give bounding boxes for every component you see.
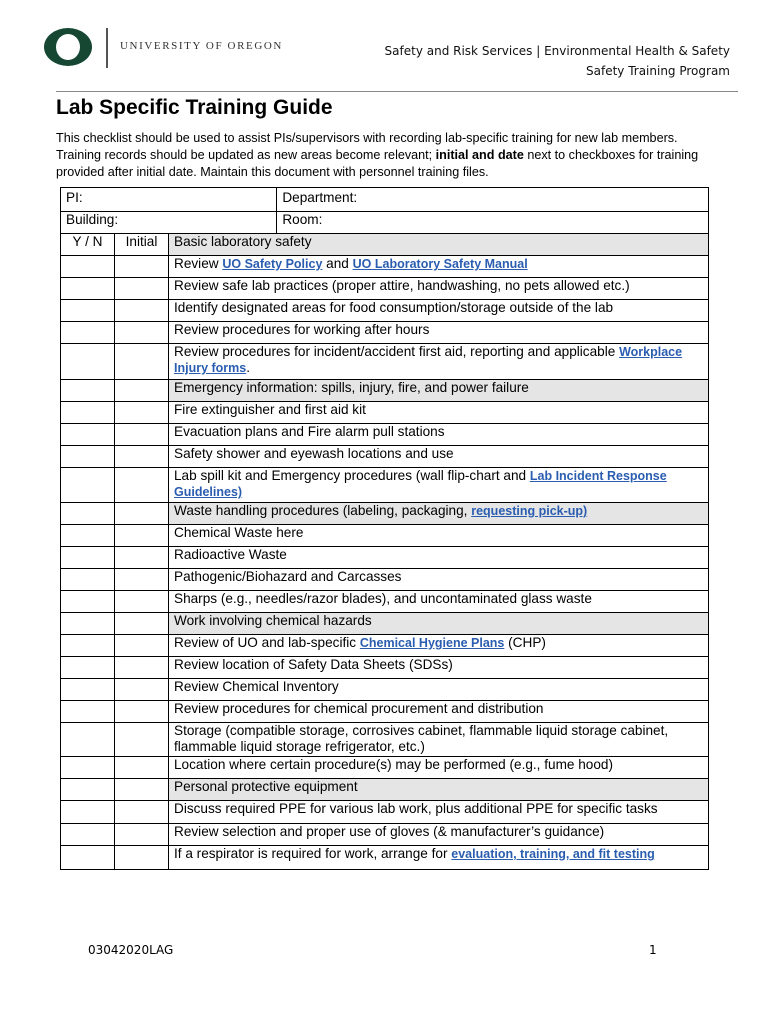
initial-field[interactable] <box>115 503 169 525</box>
dept-line-2: Safety Training Program <box>586 64 730 78</box>
row-text: Storage (compatible storage, corrosives cabinet, flammable liquid storage cabinet, flammable liquid storage refrigerator, etc.) <box>169 723 709 757</box>
department-label: Department: <box>282 190 358 205</box>
table-row <box>61 256 709 278</box>
table-row <box>61 801 709 824</box>
initial-field[interactable] <box>115 846 169 870</box>
initial-field[interactable] <box>115 322 169 344</box>
row-text: Lab spill kit and Emergency procedures (wall flip-chart and Lab Incident Response Guidelines) <box>169 468 709 503</box>
column-header-initial: Initial <box>115 234 169 256</box>
lab-safety-manual-link[interactable]: UO Laboratory Safety Manual <box>352 257 528 271</box>
initial-field[interactable] <box>115 256 169 278</box>
table-row <box>61 278 709 300</box>
yn-checkbox[interactable] <box>61 300 115 322</box>
table-row <box>61 701 709 723</box>
yn-checkbox[interactable] <box>61 278 115 300</box>
section-title: Personal protective equipment <box>169 779 709 801</box>
yn-checkbox[interactable] <box>61 723 115 757</box>
pi-row <box>61 188 709 212</box>
yn-checkbox[interactable] <box>61 801 115 824</box>
initial-field[interactable] <box>115 380 169 402</box>
table-row <box>61 344 709 380</box>
table-row <box>61 679 709 701</box>
initial-field[interactable] <box>115 569 169 591</box>
lab-incident-guidelines-link[interactable]: Lab Incident Response Guidelines) <box>174 469 667 499</box>
initial-field[interactable] <box>115 801 169 824</box>
yn-checkbox[interactable] <box>61 547 115 569</box>
respirator-fit-testing-link[interactable]: evaluation, training, and fit testing <box>451 847 655 861</box>
yn-checkbox[interactable] <box>61 591 115 613</box>
section-row-basic-safety <box>61 234 709 256</box>
intro-part-1: This checklist should be used to assist PIs/supervisors with recording lab-specific training for new lab members. Training records should be updated as new areas become relevant; <box>56 131 678 162</box>
table-row <box>61 402 709 424</box>
row-text: Location where certain procedure(s) may be performed (e.g., fume hood) <box>169 757 709 779</box>
initial-field[interactable] <box>115 424 169 446</box>
initial-field[interactable] <box>115 468 169 503</box>
section-title: Emergency information: spills, injury, fire, and power failure <box>169 380 709 402</box>
table-row <box>61 723 709 757</box>
initial-field[interactable] <box>115 278 169 300</box>
intro-paragraph <box>56 130 716 181</box>
yn-checkbox[interactable] <box>61 322 115 344</box>
yn-checkbox[interactable] <box>61 635 115 657</box>
section-title: Work involving chemical hazards <box>169 613 709 635</box>
row-text: Sharps (e.g., needles/razor blades), and uncontaminated glass waste <box>169 591 709 613</box>
room-label: Room: <box>282 212 323 227</box>
column-header-yn: Y / N <box>61 234 115 256</box>
row-text: Pathogenic/Biohazard and Carcasses <box>169 569 709 591</box>
logo-divider <box>106 28 108 68</box>
table-row <box>61 300 709 322</box>
row-text: Radioactive Waste <box>169 547 709 569</box>
chemical-hygiene-plans-link[interactable]: Chemical Hygiene Plans <box>359 636 505 650</box>
section-title: Waste handling procedures (labeling, packaging, requesting pick-up) <box>169 503 709 525</box>
logo-text: UNIVERSITY OF OREGON <box>120 40 283 52</box>
table-row <box>61 525 709 547</box>
yn-checkbox[interactable] <box>61 657 115 679</box>
row-text: Discuss required PPE for various lab work, plus additional PPE for specific tasks <box>169 801 709 824</box>
initial-field[interactable] <box>115 613 169 635</box>
document-code: 03042020LAG <box>88 943 174 957</box>
requesting-pickup-link[interactable]: requesting pick-up) <box>471 504 588 518</box>
dept-line-1: Safety and Risk Services | Environmental Health & Safety <box>384 44 730 58</box>
initial-field[interactable] <box>115 779 169 801</box>
yn-checkbox[interactable] <box>61 402 115 424</box>
row-text: Identify designated areas for food consumption/storage outside of the lab <box>169 300 709 322</box>
table-row <box>61 547 709 569</box>
table-row <box>61 591 709 613</box>
yn-checkbox[interactable] <box>61 613 115 635</box>
section-row-ppe <box>61 779 709 801</box>
initial-field[interactable] <box>115 701 169 723</box>
section-row-chemical <box>61 613 709 635</box>
row-text: Review location of Safety Data Sheets (SDSs) <box>169 657 709 679</box>
table-row <box>61 635 709 657</box>
row-text: Review safe lab practices (proper attire, handwashing, no pets allowed etc.) <box>169 278 709 300</box>
yn-checkbox[interactable] <box>61 468 115 503</box>
header-rule <box>56 91 738 92</box>
initial-field[interactable] <box>115 824 169 846</box>
page-number: 1 <box>649 943 657 957</box>
row-text: Safety shower and eyewash locations and use <box>169 446 709 468</box>
initial-field[interactable] <box>115 300 169 322</box>
table-row <box>61 569 709 591</box>
initial-field[interactable] <box>115 547 169 569</box>
table-row <box>61 424 709 446</box>
building-label: Building: <box>66 212 119 227</box>
initial-field[interactable] <box>115 525 169 547</box>
intro-bold: initial and date <box>435 148 524 162</box>
row-text: Evacuation plans and Fire alarm pull stations <box>169 424 709 446</box>
row-text: Review procedures for incident/accident first aid, reporting and applicable Workplace Injury forms. <box>169 344 709 380</box>
initial-field[interactable] <box>115 757 169 779</box>
row-text: Review procedures for chemical procurement and distribution <box>169 701 709 723</box>
initial-field[interactable] <box>115 657 169 679</box>
yn-checkbox[interactable] <box>61 380 115 402</box>
department-header <box>385 41 730 81</box>
row-text: If a respirator is required for work, arrange for evaluation, training, and fit testing <box>169 846 709 870</box>
uo-safety-policy-link[interactable]: UO Safety Policy <box>222 257 323 271</box>
department-cell[interactable] <box>277 188 709 212</box>
row-text: Chemical Waste here <box>169 525 709 547</box>
page-title: Lab Specific Training Guide <box>56 96 333 119</box>
room-cell[interactable] <box>277 212 709 234</box>
uo-logo-icon <box>42 26 94 68</box>
yn-checkbox[interactable] <box>61 679 115 701</box>
table-row <box>61 657 709 679</box>
yn-checkbox[interactable] <box>61 779 115 801</box>
building-row <box>61 212 709 234</box>
pi-cell[interactable] <box>61 188 277 212</box>
yn-checkbox[interactable] <box>61 256 115 278</box>
yn-checkbox[interactable] <box>61 446 115 468</box>
row-text: Fire extinguisher and first aid kit <box>169 402 709 424</box>
initial-field[interactable] <box>115 635 169 657</box>
training-table <box>60 187 709 870</box>
page-header <box>0 0 770 95</box>
section-row-waste <box>61 503 709 525</box>
yn-checkbox[interactable] <box>61 757 115 779</box>
yn-checkbox[interactable] <box>61 701 115 723</box>
yn-checkbox[interactable] <box>61 503 115 525</box>
section-title: Basic laboratory safety <box>169 234 709 256</box>
initial-field[interactable] <box>115 402 169 424</box>
yn-checkbox[interactable] <box>61 424 115 446</box>
row-text: Review procedures for working after hours <box>169 322 709 344</box>
yn-checkbox[interactable] <box>61 824 115 846</box>
pi-label: PI: <box>66 190 83 205</box>
table-row <box>61 846 709 870</box>
table-row <box>61 322 709 344</box>
table-row <box>61 468 709 503</box>
row-text: Review selection and proper use of gloves (& manufacturer’s guidance) <box>169 824 709 846</box>
row-text: Review UO Safety Policy and UO Laboratory Safety Manual <box>169 256 709 278</box>
table-row <box>61 757 709 779</box>
initial-field[interactable] <box>115 679 169 701</box>
table-row <box>61 824 709 846</box>
workplace-injury-forms-link[interactable]: Workplace Injury forms <box>174 345 683 375</box>
yn-checkbox[interactable] <box>61 569 115 591</box>
yn-checkbox[interactable] <box>61 344 115 380</box>
initial-field[interactable] <box>115 446 169 468</box>
table-row <box>61 446 709 468</box>
initial-field[interactable] <box>115 723 169 757</box>
yn-checkbox[interactable] <box>61 846 115 870</box>
initial-field[interactable] <box>115 591 169 613</box>
row-text: Review Chemical Inventory <box>169 679 709 701</box>
row-text: Review of UO and lab-specific Chemical Hygiene Plans (CHP) <box>169 635 709 657</box>
yn-checkbox[interactable] <box>61 525 115 547</box>
section-row-emergency <box>61 380 709 402</box>
intro-part-2: next to checkboxes for training provided after initial date. Maintain this document with personnel training files. <box>56 148 699 179</box>
initial-field[interactable] <box>115 344 169 380</box>
building-cell[interactable] <box>61 212 277 234</box>
